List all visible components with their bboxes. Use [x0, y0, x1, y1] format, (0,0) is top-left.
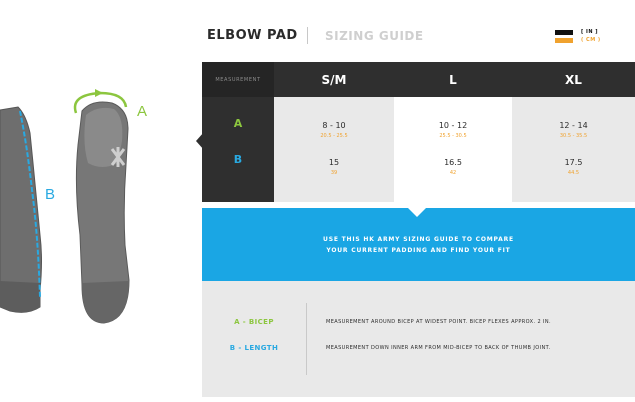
- size-column-l: [394, 97, 512, 202]
- inches-legend-label: [ IN ]: [581, 29, 599, 35]
- value-inches: 16.5: [444, 158, 462, 167]
- inches-swatch: [555, 30, 573, 35]
- centimeters-legend-label: ( CM ): [581, 37, 601, 43]
- banner-caret-icon: [408, 208, 426, 217]
- measurement-column: [202, 97, 274, 202]
- elbow-pad-illustration: [0, 85, 170, 335]
- value-inches: 12 - 14: [559, 121, 588, 130]
- definition-text-bicep: MEASUREMENT AROUND BICEP AT WIDEST POINT. BICEP FLEXES APPROX. 2 IN.: [326, 319, 552, 325]
- value-centimeters: 39: [330, 170, 338, 176]
- size-header-xl: XL: [565, 72, 582, 87]
- banner-line-1: USE THIS HK ARMY SIZING GUIDE TO COMPARE: [323, 235, 514, 243]
- definition-label-length: B - LENGTH: [229, 344, 279, 352]
- value-centimeters: 42: [449, 170, 457, 176]
- header-divider: [307, 27, 308, 44]
- banner-line-2: YOUR CURRENT PADDING AND FIND YOUR FIT: [326, 246, 511, 254]
- page-title: ELBOW PAD: [207, 28, 298, 43]
- table-cell: [394, 158, 512, 176]
- table-cell: [512, 158, 635, 176]
- row-label-a: A: [233, 117, 243, 130]
- value-centimeters: 30.5 - 35.5: [559, 133, 588, 139]
- units-legend: [555, 28, 615, 46]
- measurement-header-label: MEASUREMENT: [215, 76, 261, 83]
- definition-label-bicep: A - BICEP: [234, 318, 274, 326]
- row-label-b: B: [233, 153, 243, 166]
- value-inches: 10 - 12: [438, 121, 468, 130]
- table-cell: [512, 121, 635, 139]
- measurement-column-header: [202, 62, 274, 97]
- table-cell: [394, 121, 512, 139]
- illustration-label-a: A: [137, 103, 148, 120]
- value-centimeters: 44.5: [567, 170, 580, 176]
- value-inches: 17.5: [564, 158, 583, 167]
- measurement-definitions: [202, 281, 635, 397]
- elbow-pad-side-cuff: [0, 281, 40, 312]
- size-header-l: L: [449, 72, 457, 87]
- size-column-sm: [274, 97, 394, 202]
- value-inches: 8 - 10: [322, 121, 346, 130]
- definitions-divider: [306, 303, 307, 375]
- size-column-xl: [512, 97, 635, 202]
- table-cell: [274, 121, 394, 139]
- value-centimeters: 25.5 - 30.5: [439, 133, 467, 139]
- sizing-guide-banner: [202, 208, 635, 281]
- arrow-head-icon: [95, 89, 103, 97]
- value-inches: 15: [328, 158, 340, 167]
- elbow-pad-front-cuff: [82, 281, 129, 323]
- page-subtitle: SIZING GUIDE: [325, 29, 424, 43]
- value-centimeters: 20.5 - 25.5: [320, 133, 348, 139]
- definition-text-length: MEASUREMENT DOWN INNER ARM FROM MID-BICEP TO BACK OF THUMB JOINT.: [326, 345, 551, 351]
- sizing-table: [202, 62, 635, 202]
- illustration-label-b: B: [45, 186, 56, 203]
- table-cell: [274, 158, 394, 176]
- size-header-sm: S/M: [321, 72, 347, 87]
- centimeters-swatch: [555, 38, 573, 43]
